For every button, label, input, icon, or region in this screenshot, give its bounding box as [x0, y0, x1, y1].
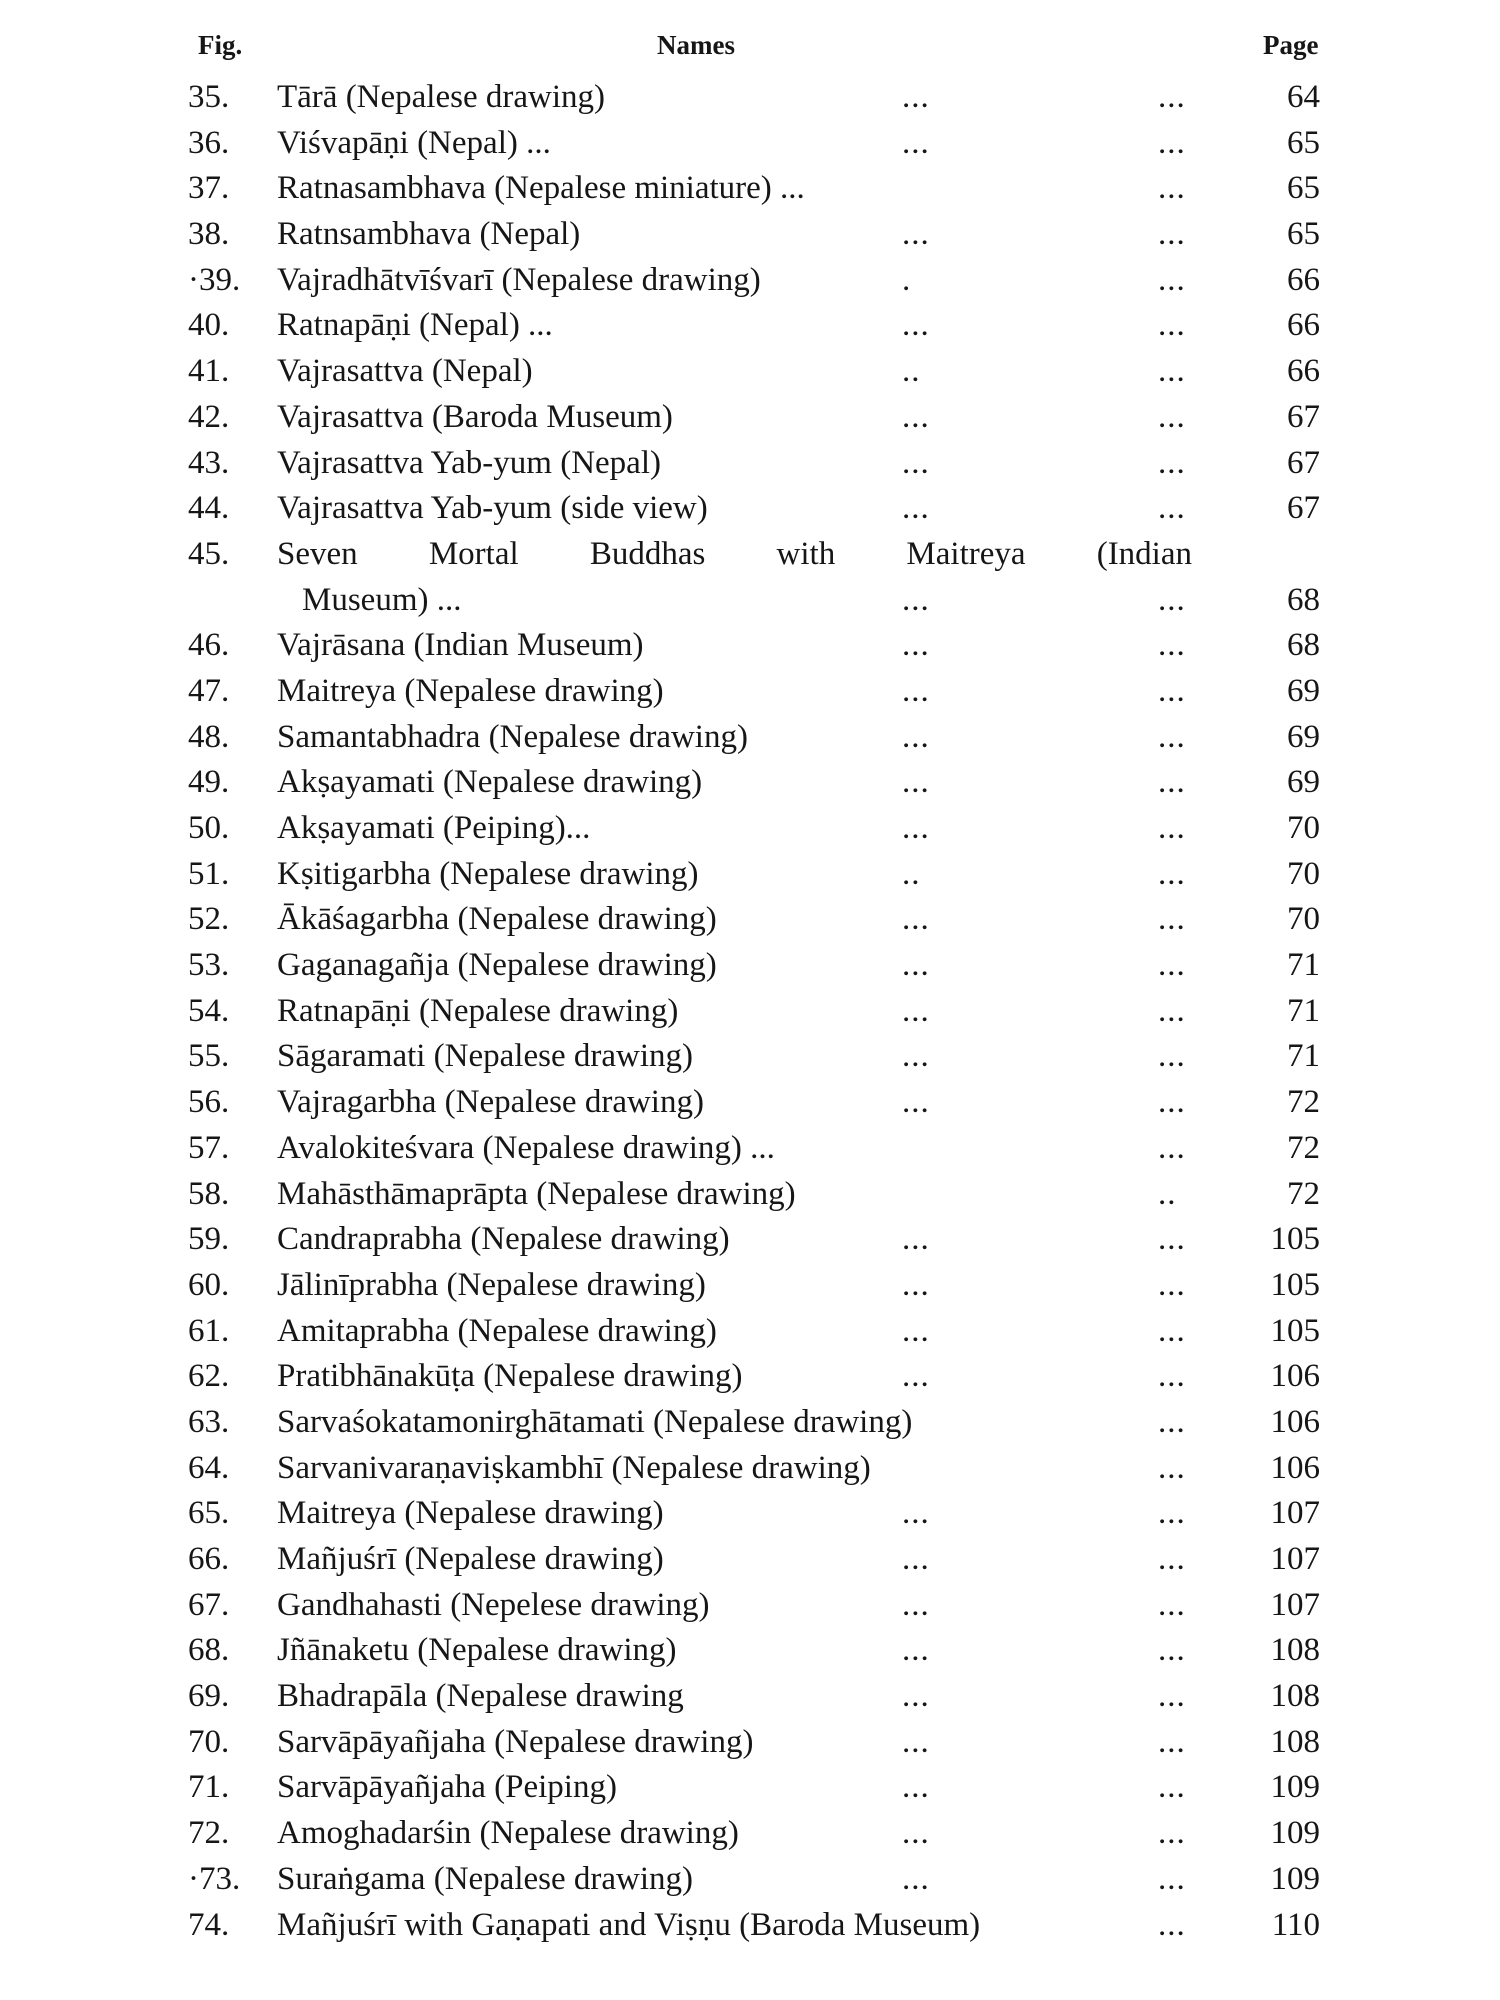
figure-number: 41. [188, 353, 230, 390]
figure-number: 37. [188, 170, 230, 207]
leader-dots: ... [902, 444, 930, 481]
leader-dots: ... [902, 718, 930, 755]
figure-number: 55. [188, 1038, 230, 1075]
leader-dots: ... [1158, 1449, 1186, 1486]
figure-list [0, 75, 1500, 1948]
page-number: 108 [1270, 1723, 1320, 1760]
leader-dots: ... [1158, 1221, 1186, 1258]
figure-name-word: with [776, 535, 836, 572]
leader-dots: ... [902, 1266, 930, 1303]
figure-name: Avalokiteśvara (Nepalese drawing) ... [277, 1129, 775, 1166]
page-number: 105 [1270, 1221, 1320, 1258]
list-item [0, 897, 1500, 943]
leader-dots: ... [1158, 1632, 1186, 1669]
figure-name: Vajradhātvīśvarī (Nepalese drawing) [277, 261, 761, 298]
figure-name: Vajrasattva (Nepal) [277, 353, 533, 390]
page-number: 64 [1287, 79, 1320, 115]
leader-dots: .. [902, 855, 921, 892]
leader-dots: ... [1158, 307, 1186, 344]
leader-dots: ... [902, 1860, 930, 1897]
page-number: 109 [1270, 1769, 1320, 1806]
list-item [0, 486, 1500, 532]
list-item [0, 75, 1500, 121]
figure-name: Suraṅgama (Nepalese drawing) [277, 1860, 693, 1897]
figure-number: 36. [188, 124, 230, 161]
list-item [0, 806, 1500, 852]
figure-number: 58. [188, 1175, 230, 1212]
leader-dots: ... [1158, 855, 1186, 892]
page-number: 66 [1287, 307, 1320, 344]
list-item [0, 1309, 1500, 1355]
figure-name: Kṣitigarbha (Nepalese drawing) [277, 855, 699, 892]
figure-number: 65. [188, 1495, 230, 1532]
page-number: 65 [1287, 170, 1320, 207]
list-item [0, 349, 1500, 395]
list-item [0, 1400, 1500, 1446]
figure-number: 70. [188, 1723, 230, 1760]
leader-dots: ... [1158, 810, 1186, 847]
figure-number: 68. [188, 1632, 230, 1669]
figure-name: Ratnapāṇi (Nepalese drawing) [277, 992, 679, 1029]
leader-dots: ... [902, 1221, 930, 1258]
list-item [0, 1491, 1500, 1537]
figure-name: Jālinīprabha (Nepalese drawing) [277, 1266, 706, 1303]
figure-name: Ratnasambhava (Nepalese miniature) ... [277, 170, 805, 207]
leader-dots: ... [1158, 1678, 1186, 1715]
leader-dots: ... [1158, 490, 1186, 527]
leader-dots: ... [902, 1358, 930, 1395]
list-item [0, 1903, 1500, 1949]
leader-dots: ... [1158, 216, 1186, 253]
leader-dots: ... [902, 627, 930, 664]
figure-number: 57. [188, 1129, 230, 1166]
figure-name: Sarvanivaraṇaviṣkambhī (Nepalese drawing) [277, 1449, 871, 1486]
leader-dots: ... [1158, 1358, 1186, 1395]
leader-dots: ... [902, 1586, 930, 1623]
page-number: 110 [1271, 1906, 1320, 1943]
leader-dots: ... [902, 992, 930, 1029]
figure-number: 44. [188, 490, 230, 527]
list-item [0, 1628, 1500, 1674]
list-item [0, 1583, 1500, 1629]
figure-number: 71. [188, 1769, 230, 1806]
figure-name: Akṣayamati (Nepalese drawing) [277, 764, 703, 801]
leader-dots: ... [902, 216, 930, 253]
leader-dots: ... [1158, 992, 1186, 1029]
leader-dots: ... [902, 947, 930, 984]
leader-dots: ... [1158, 1541, 1186, 1578]
leader-dots: ... [902, 1541, 930, 1578]
figure-name: Vajrasattva Yab-yum (Nepal) [277, 444, 661, 481]
leader-dots: ... [1158, 1084, 1186, 1121]
leader-dots: ... [1158, 1129, 1186, 1166]
list-item [0, 1720, 1500, 1766]
leader-dots: ... [902, 672, 930, 709]
leader-dots: ... [902, 1678, 930, 1715]
leader-dots: ... [1158, 398, 1186, 435]
leader-dots: ... [1158, 718, 1186, 755]
leader-dots: .. [1158, 1175, 1177, 1212]
leader-dots: ... [902, 1769, 930, 1806]
list-item [0, 395, 1500, 441]
list-item [0, 1857, 1500, 1903]
list-item [0, 760, 1500, 806]
page-number: 68 [1287, 627, 1320, 664]
page-number: 105 [1270, 1312, 1320, 1349]
list-item [0, 1263, 1500, 1309]
leader-dots: ... [902, 810, 930, 847]
leader-dots: ... [1158, 1038, 1186, 1075]
page-number: 67 [1287, 490, 1320, 527]
figure-name: Maitreya (Nepalese drawing) [277, 1495, 664, 1532]
list-item [0, 852, 1500, 898]
figure-name: Gandhahasti (Nepelese drawing) [277, 1586, 710, 1623]
figure-name-word: (Indian [1096, 535, 1192, 572]
page-number: 72 [1287, 1129, 1320, 1166]
page-number: 66 [1287, 261, 1320, 298]
figure-number: 50. [188, 810, 230, 847]
figure-name-word: Seven [277, 535, 358, 572]
list-item [0, 1537, 1500, 1583]
figure-name: Candraprabha (Nepalese drawing) [277, 1221, 730, 1258]
figure-name [277, 532, 1192, 578]
figure-name: Mañjuśrī with Gaṇapati and Viṣṇu (Baroda Museum) [277, 1906, 981, 1943]
list-item [0, 441, 1500, 487]
figure-number: 54. [188, 992, 230, 1029]
figure-name: Amoghadarśin (Nepalese drawing) [277, 1815, 739, 1852]
leader-dots: ... [902, 1495, 930, 1532]
leader-dots: ... [1158, 1815, 1186, 1852]
figure-number: 47. [188, 672, 230, 709]
list-item [0, 303, 1500, 349]
leader-dots: ... [902, 1312, 930, 1349]
figure-number: 63. [188, 1403, 230, 1440]
figure-number: 74. [188, 1906, 230, 1943]
list-item [0, 1080, 1500, 1126]
figure-number: 49. [188, 764, 230, 801]
list-item [0, 1765, 1500, 1811]
leader-dots: ... [1158, 124, 1186, 161]
figure-name: Samantabhadra (Nepalese drawing) [277, 718, 748, 755]
figure-name: Tārā (Nepalese drawing) [277, 79, 605, 115]
leader-dots: ... [902, 1815, 930, 1852]
page-number: 70 [1287, 855, 1320, 892]
page-number: 107 [1270, 1495, 1320, 1532]
leader-dots: ... [1158, 353, 1186, 390]
page-number: 107 [1270, 1586, 1320, 1623]
figure-number: 43. [188, 444, 230, 481]
figure-name: Mañjuśrī (Nepalese drawing) [277, 1541, 664, 1578]
figure-name: Mahāsthāmaprāpta (Nepalese drawing) [277, 1175, 796, 1212]
leader-dots: ... [1158, 581, 1186, 618]
figure-name: Viśvapāṇi (Nepal) ... [277, 124, 551, 161]
leader-dots: ... [1158, 444, 1186, 481]
leader-dots: ... [902, 398, 930, 435]
page-number: 70 [1287, 901, 1320, 938]
page-number: 70 [1287, 810, 1320, 847]
figure-name: Sāgaramati (Nepalese drawing) [277, 1038, 693, 1075]
figure-name: Vajrasattva (Baroda Museum) [277, 398, 673, 435]
leader-dots: ... [1158, 901, 1186, 938]
leader-dots: ... [1158, 672, 1186, 709]
figure-name: Ākāśagarbha (Nepalese drawing) [277, 901, 717, 938]
figure-number: 66. [188, 1541, 230, 1578]
list-item [0, 943, 1500, 989]
figure-number: 64. [188, 1449, 230, 1486]
leader-dots: ... [1158, 1586, 1186, 1623]
list-item [0, 1217, 1500, 1263]
figure-number: 42. [188, 398, 230, 435]
figure-number: 62. [188, 1358, 230, 1395]
page-number: 68 [1287, 581, 1320, 618]
leader-dots: ... [1158, 1906, 1186, 1943]
list-item [0, 1126, 1500, 1172]
figure-name: Sarvāpāyañjaha (Nepalese drawing) [277, 1723, 754, 1760]
list-item [0, 623, 1500, 669]
leader-dots: ... [1158, 1266, 1186, 1303]
leader-dots: ... [1158, 764, 1186, 801]
leader-dots: ... [902, 1038, 930, 1075]
figure-number: 59. [188, 1221, 230, 1258]
leader-dots: ... [902, 307, 930, 344]
page-number: 72 [1287, 1084, 1320, 1121]
page-number: 106 [1270, 1358, 1320, 1395]
figure-name: Vajragarbha (Nepalese drawing) [277, 1084, 704, 1121]
leader-dots: ... [1158, 79, 1186, 115]
page-number: 107 [1270, 1541, 1320, 1578]
column-header-fig: Fig. [198, 30, 243, 60]
list-item [0, 989, 1500, 1035]
figure-name: Sarvaśokatamonirghātamati (Nepalese drawing) [277, 1403, 913, 1440]
leader-dots: ... [1158, 1495, 1186, 1532]
leader-dots: ... [1158, 1723, 1186, 1760]
figure-number: 40. [188, 307, 230, 344]
figure-name: Vajrasattva Yab-yum (side view) [277, 490, 708, 527]
column-header-page: Page [1263, 30, 1319, 60]
list-item [0, 212, 1500, 258]
leader-dots: ... [902, 124, 930, 161]
leader-dots: ... [902, 1632, 930, 1669]
leader-dots: ... [1158, 261, 1186, 298]
figure-number: 69. [188, 1678, 230, 1715]
page-number: 66 [1287, 353, 1320, 390]
page-number: 105 [1270, 1266, 1320, 1303]
figure-name: Maitreya (Nepalese drawing) [277, 672, 664, 709]
page-number: 67 [1287, 444, 1320, 481]
list-item [0, 1354, 1500, 1400]
page-number: 109 [1270, 1860, 1320, 1897]
figure-number: ·73. [188, 1860, 241, 1897]
figure-number: 67. [188, 1586, 230, 1623]
list-item [0, 258, 1500, 304]
figure-name: Amitaprabha (Nepalese drawing) [277, 1312, 717, 1349]
figure-name-word: Mortal [428, 535, 519, 572]
figure-name: Gaganagañja (Nepalese drawing) [277, 947, 717, 984]
figure-number: 45. [188, 535, 230, 572]
page-number: 108 [1270, 1632, 1320, 1669]
figure-name: Ratnapāṇi (Nepal) ... [277, 307, 553, 344]
page-number: 71 [1287, 992, 1320, 1029]
page-number: 72 [1287, 1175, 1320, 1212]
figure-number: 72. [188, 1815, 230, 1852]
page-number: 65 [1287, 124, 1320, 161]
figure-name-continued: Museum) ... [302, 581, 462, 618]
leader-dots: ... [902, 901, 930, 938]
page-number: 71 [1287, 947, 1320, 984]
figure-name: Pratibhānakūṭa (Nepalese drawing) [277, 1358, 743, 1395]
list-item [0, 532, 1500, 623]
figure-name: Akṣayamati (Peiping)... [277, 810, 591, 847]
page-number: 69 [1287, 764, 1320, 801]
leader-dots: ... [1158, 1860, 1186, 1897]
leader-dots: ... [902, 490, 930, 527]
page-number: 69 [1287, 672, 1320, 709]
list-item [0, 121, 1500, 167]
column-header-names: Names [657, 30, 735, 60]
leader-dots: ... [902, 764, 930, 801]
figure-name: Vajrāsana (Indian Museum) [277, 627, 644, 664]
figure-name-word: Buddhas [589, 535, 706, 572]
figure-name: Ratnsambhava (Nepal) [277, 216, 581, 253]
page-number: 67 [1287, 398, 1320, 435]
list-item [0, 1674, 1500, 1720]
page-number: 65 [1287, 216, 1320, 253]
figure-name: Sarvāpāyañjaha (Peiping) [277, 1769, 617, 1806]
figure-number: 35. [188, 79, 230, 115]
figure-number: 38. [188, 216, 230, 253]
leader-dots: ... [1158, 627, 1186, 664]
figure-number: 52. [188, 901, 230, 938]
leader-dots: ... [1158, 947, 1186, 984]
leader-dots: .. [902, 353, 921, 390]
page-number: 69 [1287, 718, 1320, 755]
figure-number: 61. [188, 1312, 230, 1349]
figure-number: ·39. [188, 261, 241, 298]
leader-dots: ... [902, 1723, 930, 1760]
leader-dots: ... [1158, 1403, 1186, 1440]
figure-number: 46. [188, 627, 230, 664]
list-item [0, 1446, 1500, 1492]
page-number: 106 [1270, 1403, 1320, 1440]
figure-number: 51. [188, 855, 230, 892]
leader-dots: ... [902, 79, 930, 115]
list-item [0, 669, 1500, 715]
figure-number: 56. [188, 1084, 230, 1121]
leader-dots: . [902, 261, 912, 298]
leader-dots: ... [1158, 1769, 1186, 1806]
figure-number: 48. [188, 718, 230, 755]
page-number: 71 [1287, 1038, 1320, 1075]
leader-dots: ... [902, 581, 930, 618]
figure-name: Jñānaketu (Nepalese drawing) [277, 1632, 677, 1669]
list-item [0, 1811, 1500, 1857]
leader-dots: ... [1158, 1312, 1186, 1349]
figure-number: 60. [188, 1266, 230, 1303]
list-item [0, 715, 1500, 761]
leader-dots: ... [902, 1084, 930, 1121]
figure-name: Bhadrapāla (Nepalese drawing [277, 1678, 684, 1715]
list-item [0, 1034, 1500, 1080]
page-number: 108 [1270, 1678, 1320, 1715]
page-number: 106 [1270, 1449, 1320, 1486]
figure-number: 53. [188, 947, 230, 984]
page-number: 109 [1270, 1815, 1320, 1852]
figure-name-word: Maitreya [906, 535, 1026, 572]
leader-dots: ... [1158, 170, 1186, 207]
list-item [0, 166, 1500, 212]
list-item [0, 1172, 1500, 1218]
